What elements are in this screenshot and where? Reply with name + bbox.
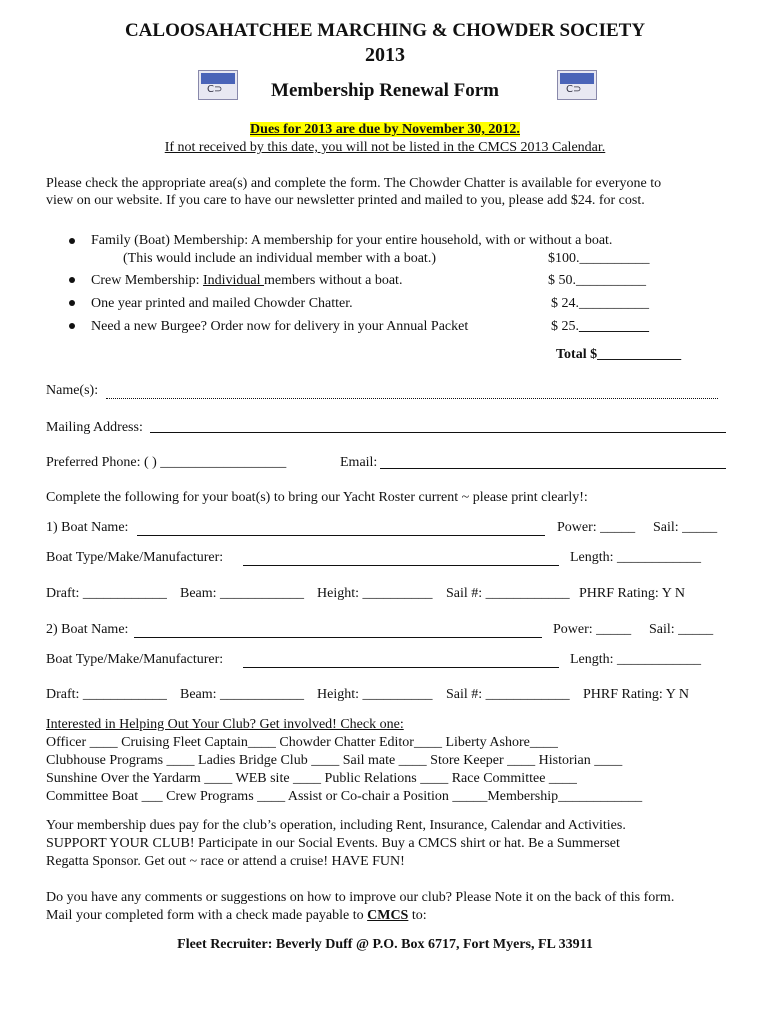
option-burgee[interactable]: Need a new Burgee? Order now for delivery in your Annual Packet <box>91 319 469 334</box>
closing-p1-line-1: Your membership dues pay for the club’s operation, including Rent, Insurance, Calendar and Activities. <box>46 818 626 833</box>
boat1-name-line[interactable] <box>137 535 545 536</box>
intro-line-2: view on our website. If you care to have our newsletter printed and mailed to you, please add $24. for cost. <box>46 193 645 208</box>
year-title: 2013 <box>365 44 405 66</box>
closing-p2-line-1: Do you have any comments or suggestions on how to improve our club? Please Note it on the back of this form. <box>46 890 675 905</box>
boat2-name-line[interactable] <box>134 637 542 638</box>
option-crew[interactable]: Crew Membership: Individual members without a boat. <box>91 273 403 288</box>
volunteer-row-1[interactable]: Officer ____ Cruising Fleet Captain____ Chowder Chatter Editor____ Liberty Ashore____ <box>46 735 558 750</box>
email-label: Email: <box>340 455 378 470</box>
price-family[interactable]: $100.__________ <box>548 251 650 266</box>
option-family-note: (This would include an individual member with a boat.) <box>123 251 436 266</box>
option-newsletter[interactable]: One year printed and mailed Chowder Chatter. <box>91 296 353 311</box>
dues-deadline: Dues for 2013 are due by November 30, 2012. <box>250 122 520 137</box>
bullet-icon <box>69 277 75 283</box>
boat1-draft[interactable]: Draft: ____________ <box>46 586 167 601</box>
email-input-line[interactable] <box>380 468 726 469</box>
roster-intro: Complete the following for your boat(s) to bring our Yacht Roster current ~ please print clearly!: <box>46 490 588 505</box>
volunteer-row-4[interactable]: Committee Boat ___ Crew Programs ____ Assist or Co-chair a Position _____Membership____________ <box>46 789 643 804</box>
boat2-sail[interactable]: Sail: _____ <box>649 622 714 637</box>
price-newsletter[interactable]: $ 24.__________ <box>551 296 649 311</box>
intro-line-1: Please check the appropriate area(s) and complete the form. The Chowder Chatter is available for everyone to <box>46 176 662 191</box>
boat1-height[interactable]: Height: __________ <box>317 586 433 601</box>
boat1-type-line[interactable] <box>243 565 559 566</box>
bullet-icon <box>69 323 75 329</box>
boat1-sail[interactable]: Sail: _____ <box>653 520 718 535</box>
price-crew[interactable]: $ 50.__________ <box>548 273 646 288</box>
boat2-sailno[interactable]: Sail #: ____________ <box>446 687 570 702</box>
boat2-height[interactable]: Height: __________ <box>317 687 433 702</box>
boat1-phrf[interactable]: PHRF Rating: Y N <box>579 586 685 601</box>
volunteer-heading: Interested in Helping Out Your Club? Get involved! Check one: <box>46 717 404 732</box>
phone-field[interactable]: Preferred Phone: ( ) __________________ <box>46 455 287 470</box>
boat2-phrf[interactable]: PHRF Rating: Y N <box>583 687 689 702</box>
boat2-type-label: Boat Type/Make/Manufacturer: <box>46 652 224 667</box>
burgee-flag-icon: C⊃ <box>198 70 238 100</box>
mailing-address: Fleet Recruiter: Beverly Duff @ P.O. Box 6717, Fort Myers, FL 33911 <box>177 937 593 952</box>
closing-p2-line-2: Mail your completed form with a check made payable to CMCS to: <box>46 908 427 923</box>
mailing-label: Mailing Address: <box>46 420 143 435</box>
boat2-draft[interactable]: Draft: ____________ <box>46 687 167 702</box>
dues-warning: If not received by this date, you will not be listed in the CMCS 2013 Calendar. <box>164 140 606 155</box>
volunteer-row-3[interactable]: Sunshine Over the Yardarm ____ WEB site ____ Public Relations ____ Race Committee ____ <box>46 771 577 786</box>
boat1-name-label: 1) Boat Name: <box>46 520 129 535</box>
option-family[interactable]: Family (Boat) Membership: A membership for your entire household, with or without a boat. <box>91 233 613 248</box>
mailing-input-line[interactable] <box>150 432 726 433</box>
total-field[interactable]: Total $____________ <box>556 347 682 362</box>
boat2-length[interactable]: Length: ____________ <box>570 652 702 667</box>
price-burgee[interactable]: $ 25.__________ <box>551 319 649 334</box>
boat2-beam[interactable]: Beam: ____________ <box>180 687 305 702</box>
boat2-type-line[interactable] <box>243 667 559 668</box>
names-label: Name(s): <box>46 383 99 398</box>
names-input-line[interactable] <box>106 398 718 399</box>
boat1-power[interactable]: Power: _____ <box>557 520 636 535</box>
boat1-sailno[interactable]: Sail #: ____________ <box>446 586 570 601</box>
burgee-flag-icon: C⊃ <box>557 70 597 100</box>
volunteer-row-2[interactable]: Clubhouse Programs ____ Ladies Bridge Club ____ Sail mate ____ Store Keeper ____ Historian ____ <box>46 753 623 768</box>
boat1-type-label: Boat Type/Make/Manufacturer: <box>46 550 224 565</box>
boat2-power[interactable]: Power: _____ <box>553 622 632 637</box>
closing-p1-line-3: Regatta Sponsor. Get out ~ race or attend a cruise! HAVE FUN! <box>46 854 405 869</box>
bullet-icon <box>69 238 75 244</box>
boat2-name-label: 2) Boat Name: <box>46 622 129 637</box>
closing-p1-line-2: SUPPORT YOUR CLUB! Participate in our Social Events. Buy a CMCS shirt or hat. Be a Summerset <box>46 836 620 851</box>
bullet-icon <box>69 300 75 306</box>
boat1-beam[interactable]: Beam: ____________ <box>180 586 305 601</box>
form-subtitle: Membership Renewal Form <box>271 80 499 101</box>
boat1-length[interactable]: Length: ____________ <box>570 550 702 565</box>
club-title: CALOOSAHATCHEE MARCHING & CHOWDER SOCIETY <box>124 20 646 41</box>
